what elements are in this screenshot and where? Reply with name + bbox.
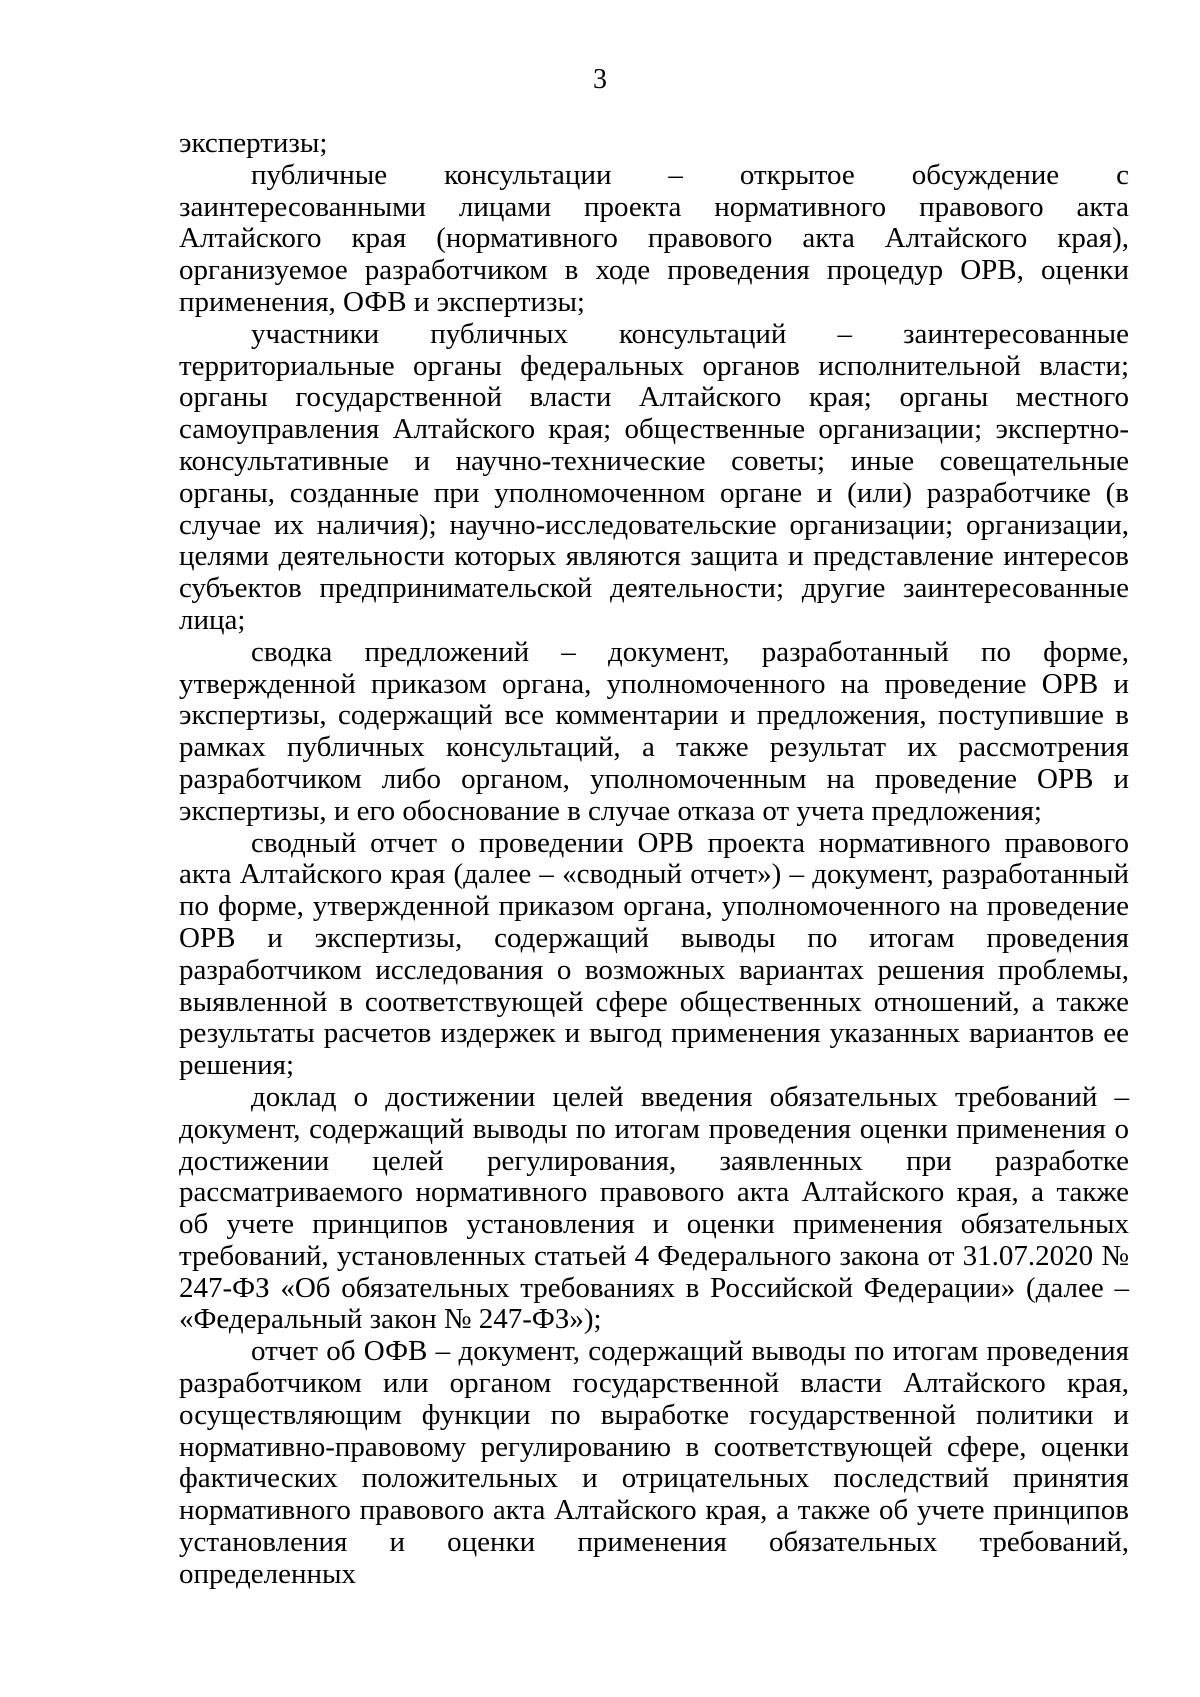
paragraph-proposals-summary: сводка предложений – документ, разработанный по форме, утвержденной приказом органа, уполномоченного на проведение ОРВ и экспертизы, содержащий все комментарии и предложения, поступившие в рамках публичных консультаций, а также результат их рассмотрения разработчиком либо органом, уполномоченным на проведение ОРВ и экспертизы, и его обоснование в случае отказа от учета предложения; (179, 635, 1129, 827)
paragraph-public-consultations: публичные консультации – открытое обсуждение с заинтересованными лицами проекта нормативного правового акта Алтайского края (нормативного правового акта Алтайского края), организуемое разработчиком в ходе проведения процедур ОРВ, оценки применения, ОФВ и экспертизы; (179, 158, 1129, 318)
page-number: 3 (593, 64, 607, 95)
paragraph-summary-report: сводный отчет о проведении ОРВ проекта нормативного правового акта Алтайского края (далее – «сводный отчет») – документ, разработанный по форме, утвержденной приказом органа, уполномоченного на проведение ОРВ и экспертизы, содержащий выводы по итогам проведения разработчиком исследования о возможных вариантах решения проблемы, выявленной в соответствующей сфере общественных отношений, а также результаты расчетов издержек и выгод применения указанных вариантов ее решения; (179, 826, 1129, 1082)
paragraph-goals-report: доклад о достижении целей введения обязательных требований – документ, содержащий выводы по итогам проведения оценки применения о достижении целей регулирования, заявленных при разработке рассматриваемого нормативного правового акта Алтайского края, а также об учете принципов установления и оценки применения обязательных требований, установленных статьей 4 Федерального закона от 31.07.2020 № 247-ФЗ «Об обязательных требованиях в Российской Федерации» (далее – «Федеральный закон № 247-ФЗ»); (179, 1080, 1129, 1336)
document-body (179, 128, 1129, 1591)
paragraph-continuation: экспертизы; (179, 127, 328, 159)
paragraph-ofv-report: отчет об ОФВ – документ, содержащий выводы по итогам проведения разработчиком или органом государственной власти Алтайского края, осуществляющим функции по выработке государственной политики и нормативно-правовому регулированию в соответствующей сфере, оценки фактических положительных и отрицательных последствий принятия нормативного правового акта Алтайского края, а также об учете принципов установления и оценки применения обязательных требований, определенных (179, 1335, 1129, 1590)
paragraph-consultation-participants: участники публичных консультаций – заинтересованные территориальные органы федеральных органов исполнительной власти; органы государственной власти Алтайского края; органы местного самоуправления Алтайского края; общественные организации; экспертно-консультативные и научно-технические советы; иные совещательные органы, созданные при уполномоченном органе и (или) разработчике (в случае их наличия); научно-исследовательские организации; организации, целями деятельности которых являются защита и представление интересов субъектов предпринимательской деятельности; другие заинтересованные лица; (179, 317, 1129, 636)
